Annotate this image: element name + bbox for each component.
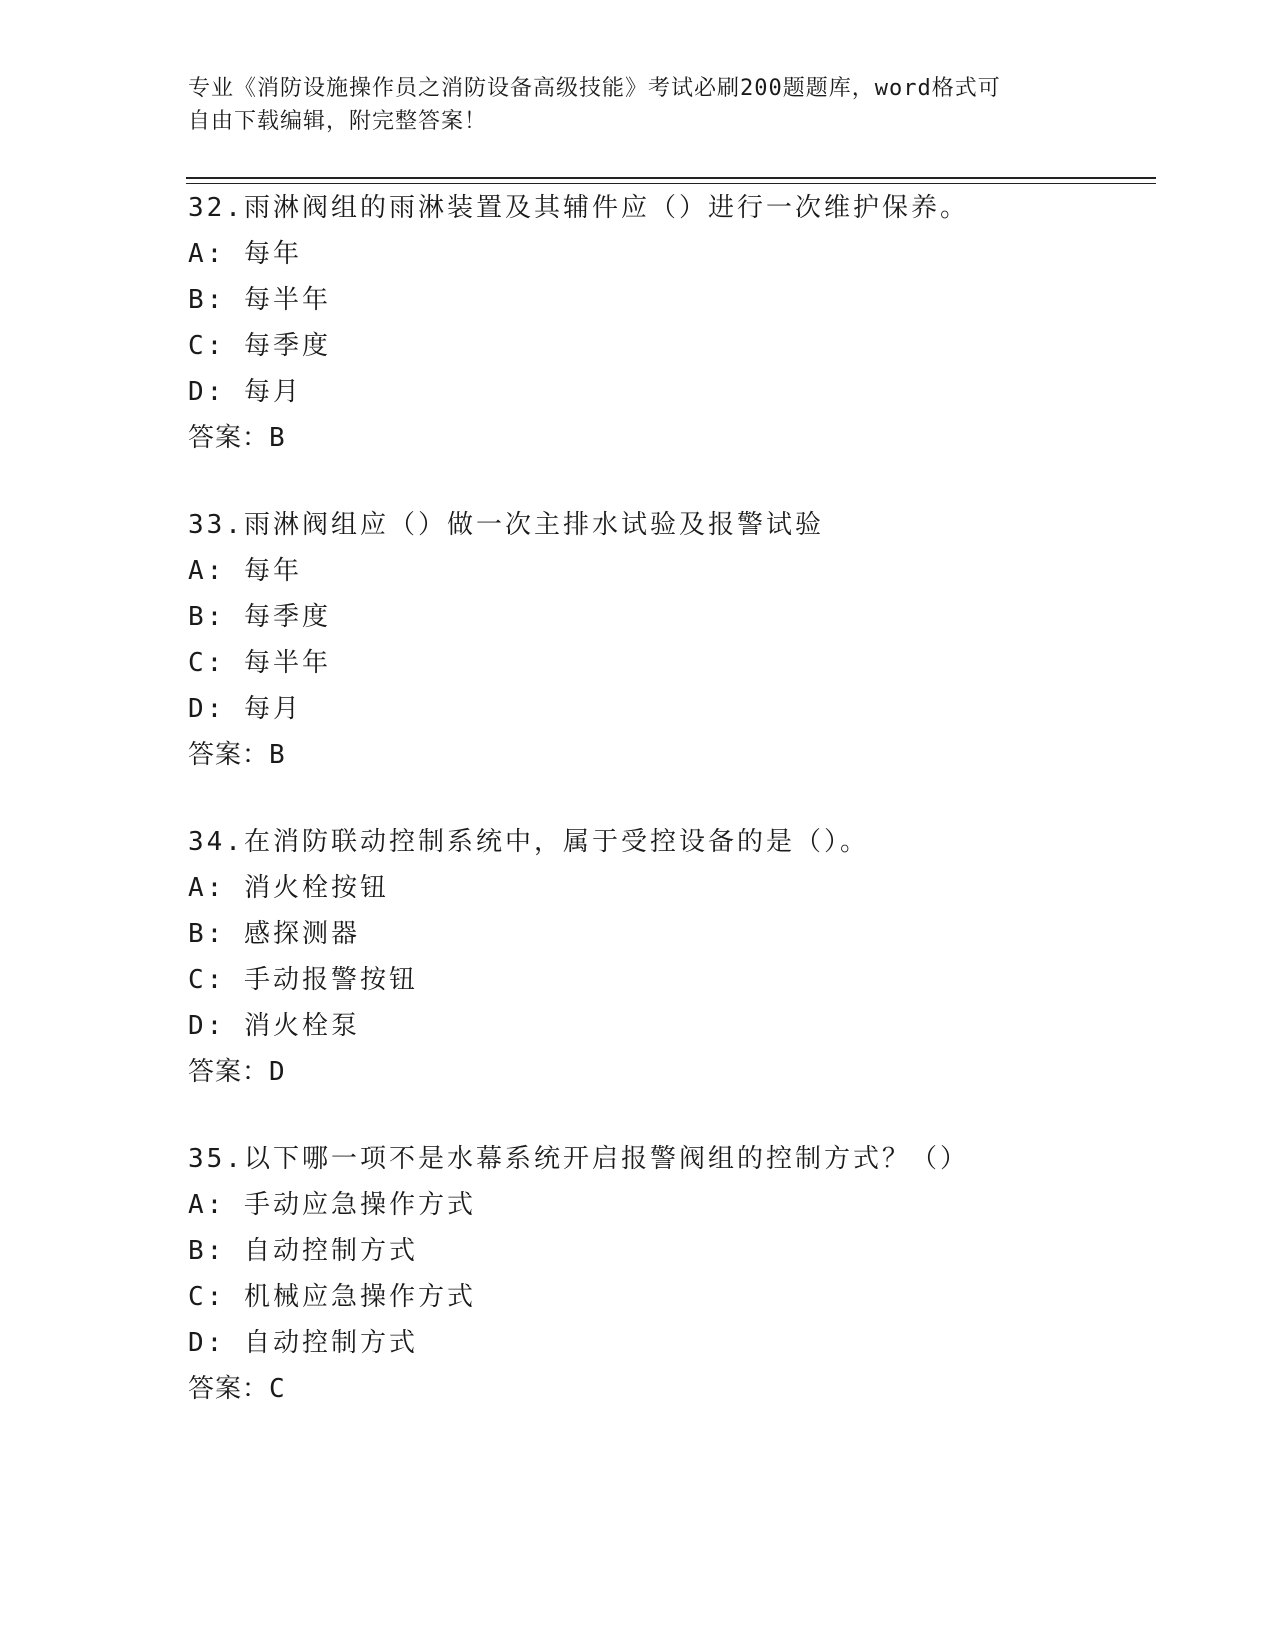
question-35 [188,1136,1138,1412]
question-stem: 34.在消防联动控制系统中，属于受控设备的是（）。 [188,827,869,857]
answer: 答案：B [188,740,286,770]
option-a: A: 每年 [188,239,302,269]
question-stem: 32.雨淋阀组的雨淋装置及其辅件应（）进行一次维护保养。 [188,193,969,223]
question-stem: 35.以下哪一项不是水幕系统开启报警阀组的控制方式？（） [188,1144,969,1174]
question-stem: 33.雨淋阀组应（）做一次主排水试验及报警试验 [188,510,824,540]
option-d: D: 消火栓泵 [188,1011,360,1041]
header-line-1: 专业《消防设施操作员之消防设备高级技能》考试必刷200题题库，word格式可 [188,76,1001,101]
option-a: A: 消火栓按钮 [188,873,389,903]
header-line-2: 自由下载编辑，附完整答案！ [188,109,488,134]
option-c: C: 每半年 [188,648,331,678]
document-header [188,72,1068,138]
option-d: D: 每月 [188,377,302,407]
answer: 答案：D [188,1057,286,1087]
option-c: C: 每季度 [188,331,331,361]
option-b: B: 感探测器 [188,919,360,949]
option-d: D: 自动控制方式 [188,1328,418,1358]
question-32 [188,185,1138,461]
question-33 [188,502,1138,778]
header-divider-thick [186,177,1156,179]
question-34 [188,819,1138,1095]
option-b: B: 自动控制方式 [188,1236,418,1266]
option-a: A: 每年 [188,556,302,586]
option-a: A: 手动应急操作方式 [188,1190,476,1220]
option-c: C: 机械应急操作方式 [188,1282,476,1312]
option-b: B: 每季度 [188,602,331,632]
answer: 答案：B [188,423,286,453]
option-b: B: 每半年 [188,285,331,315]
option-c: C: 手动报警按钮 [188,965,418,995]
header-divider-thin [186,183,1156,184]
answer: 答案：C [188,1374,286,1404]
option-d: D: 每月 [188,694,302,724]
